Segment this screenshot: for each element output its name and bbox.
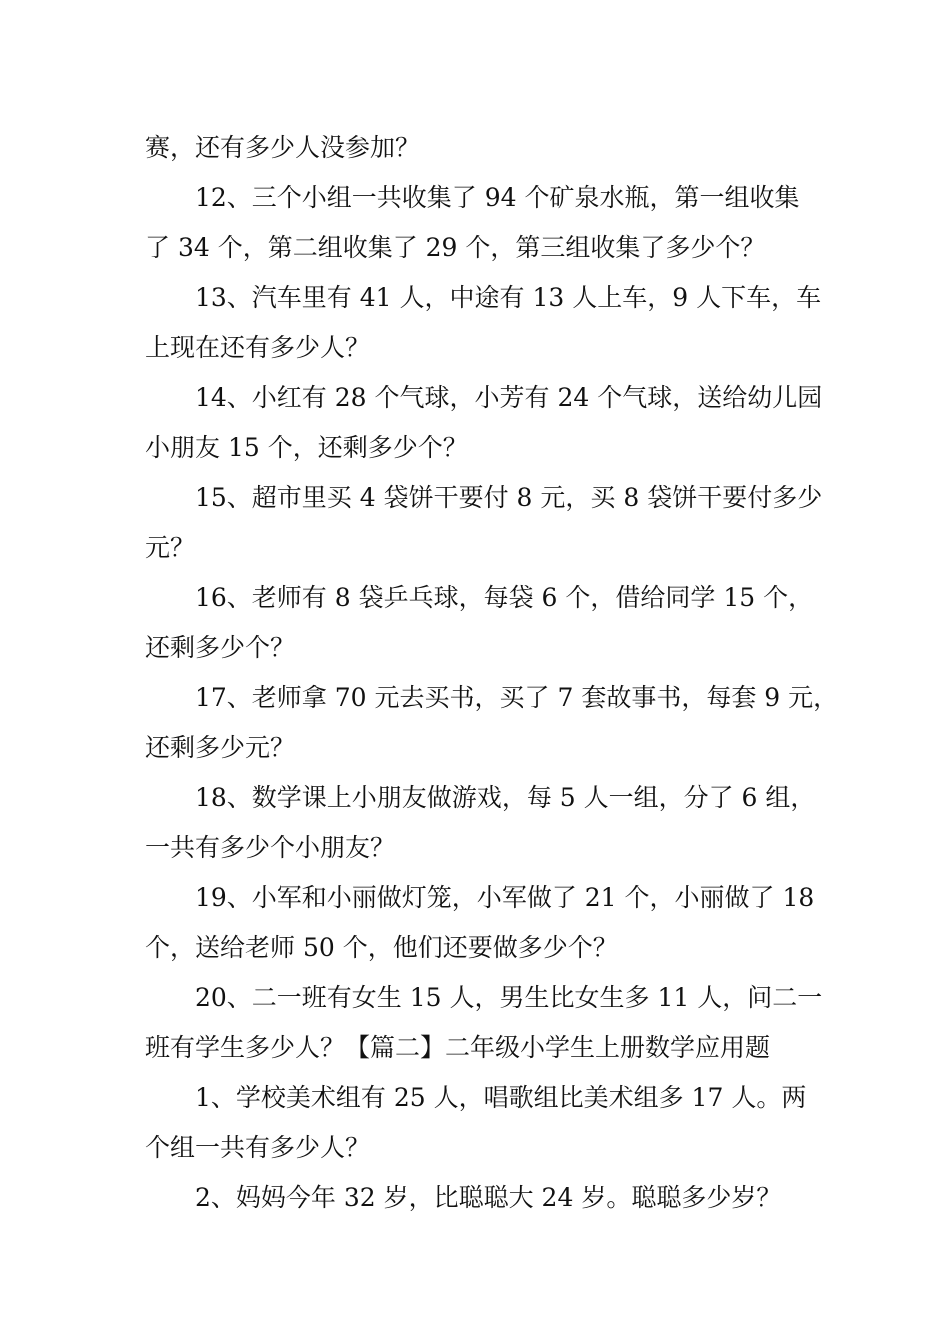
question-16-line-2: 还剩多少个？ bbox=[145, 633, 296, 662]
question-14-line-1: 14、小红有 28 个气球，小芳有 24 个气球，送给幼儿园 bbox=[195, 383, 823, 412]
question-13-line-2: 上现在还有多少人？ bbox=[145, 333, 371, 362]
question-17-line-2: 还剩多少元？ bbox=[145, 733, 296, 762]
question-14-line-2: 小朋友 15 个，还剩多少个？ bbox=[145, 433, 468, 462]
question-17-line-1: 17、老师拿 70 元去买书，买了 7 套故事书，每套 9 元， bbox=[195, 683, 839, 712]
question-18-line-2: 一共有多少个小朋友？ bbox=[145, 833, 396, 862]
question-20-line-2: 班有学生多少人？【篇二】二年级小学生上册数学应用题 bbox=[145, 1033, 771, 1062]
part2-question-1-line-1: 1、学校美术组有 25 人，唱歌组比美术组多 17 人。两 bbox=[195, 1083, 807, 1112]
question-20-line-1: 20、二一班有女生 15 人，男生比女生多 11 人，问二一 bbox=[195, 983, 823, 1012]
part2-question-2-line-1: 2、妈妈今年 32 岁，比聪聪大 24 岁。聪聪多少岁？ bbox=[195, 1183, 782, 1212]
question-19-line-2: 个，送给老师 50 个，他们还要做多少个？ bbox=[145, 933, 618, 962]
question-13-line-1: 13、汽车里有 41 人，中途有 13 人上车，9 人下车，车 bbox=[195, 283, 822, 312]
question-15-line-1: 15、超市里买 4 袋饼干要付 8 元，买 8 袋饼干要付多少 bbox=[195, 483, 823, 512]
question-19-line-1: 19、小军和小丽做灯笼，小军做了 21 个，小丽做了 18 bbox=[195, 883, 815, 912]
text-line: 赛，还有多少人没参加？ bbox=[145, 133, 421, 162]
question-15-line-2: 元？ bbox=[145, 533, 196, 562]
question-12-line-2: 了 34 个，第二组收集了 29 个，第三组收集了多少个？ bbox=[145, 233, 766, 262]
question-16-line-1: 16、老师有 8 袋乒乓球，每袋 6 个，借给同学 15 个， bbox=[195, 583, 814, 612]
question-18-line-1: 18、数学课上小朋友做游戏，每 5 人一组，分了 6 组， bbox=[195, 783, 816, 812]
question-12-line-1: 12、三个小组一共收集了 94 个矿泉水瓶，第一组收集 bbox=[195, 183, 800, 212]
part2-question-1-line-2: 个组一共有多少人？ bbox=[145, 1133, 371, 1162]
